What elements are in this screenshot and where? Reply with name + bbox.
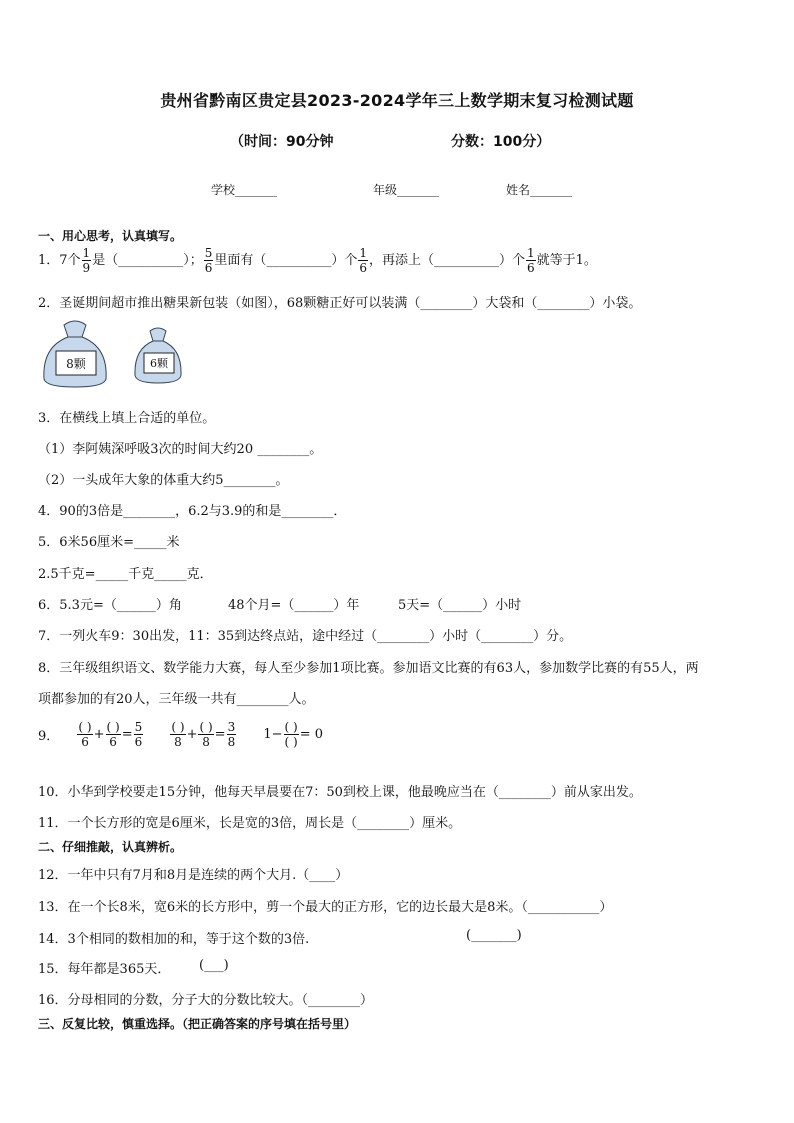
grade-field[interactable]: 年级_______ <box>373 183 440 197</box>
question-15-answer[interactable]: (___) <box>199 958 229 973</box>
small-candy-bag <box>132 325 184 385</box>
name-field[interactable]: 姓名_______ <box>506 183 573 197</box>
question-9: 9． $\frac{( )}{6}$ + $\frac{( )}{6}$ = $\frac{5}{6}$ $\frac{( )}{8}$ + $\frac{( )}{8}$ = $\frac{3}{8}$ 1− $\frac{( )}{( )}$ = 0 <box>38 720 324 749</box>
question-13: 13．在一个长8米，宽6米的长方形中，剪一个最大的正方形，它的边长最大是8米。（___________） <box>38 900 613 915</box>
question-6a: 6．5.3元=（______）角 <box>38 598 182 613</box>
question-11: 11．一个长方形的宽是6厘米，长是宽的3倍，周长是（________）厘米。 <box>38 816 462 831</box>
section-1-heading: 一、用心思考，认真填写。 <box>38 229 183 243</box>
question-3-1: （1）李阿姨深呼吸3次的时间大约20 ________。 <box>38 442 323 457</box>
fraction-5-6: $\frac{5}{6}$ <box>204 246 213 275</box>
question-1: 1．7个 $\frac{1}{9}$ 是（__________）； $\frac{5}{6}$ 里面有（__________）个 $\frac{1}{6}$ ，再添上（__________）个 $\frac{1}{6}$ 就等于1。 <box>38 246 597 275</box>
question-8-line1: 8．三年级组织语文、数学能力大赛，每人至少参加1项比赛。参加语文比赛的有63人，参加数学比赛的有55人，两 <box>38 661 699 676</box>
q9-fraction-blank-8-a: $\frac{( )}{8}$ <box>171 720 185 749</box>
fraction-1-6-b: $\frac{1}{6}$ <box>527 246 535 275</box>
question-2: 2．圣诞期间超市推出糖果新包装（如图），68颗糖正好可以装满（________）大袋和（________）小袋。 <box>38 296 642 311</box>
q9-fraction-blank-6-a: $\frac{( )}{6}$ <box>78 720 92 749</box>
question-4: 4．90的3倍是________，6.2与3.9的和是________． <box>38 504 347 519</box>
exam-score: 分数：100分） <box>451 134 551 150</box>
exam-time: （时间：90分钟 <box>230 134 334 150</box>
page-title: 贵州省黔南区贵定县2023-2024学年三上数学期末复习检测试题 <box>160 91 634 110</box>
small-bag-label: 6颗 <box>150 357 168 370</box>
question-3-2: （2）一头成年大象的体重大约5________。 <box>38 473 289 488</box>
section-2-heading: 二、仔细推敲，认真辨析。 <box>38 840 183 854</box>
big-candy-bag <box>40 317 110 389</box>
q9-fraction-blank-8-b: $\frac{( )}{8}$ <box>199 720 213 749</box>
question-5b: 2.5千克=_____千克_____克． <box>38 567 213 582</box>
q9-fraction-blank-6-b: $\frac{( )}{6}$ <box>106 720 120 749</box>
question-6b: 48个月=（______）年 <box>228 598 360 613</box>
question-14-answer[interactable]: (_______) <box>466 928 522 943</box>
question-5a: 5．6米56厘米=_____米 <box>38 535 180 550</box>
fraction-1-9: $\frac{1}{9}$ <box>82 246 91 275</box>
question-12: 12．一年中只有7月和8月是连续的两个大月.（____） <box>38 868 349 883</box>
question-8-line2: 项都参加的有20人，三年级一共有________人。 <box>38 692 315 707</box>
school-field[interactable]: 学校_______ <box>211 183 278 197</box>
big-bag-label: 8颗 <box>66 357 86 371</box>
question-3: 3．在横线上填上合适的单位。 <box>38 411 216 426</box>
question-10: 10．小华到学校要走15分钟，他每天早晨要在7：50到校上课，他最晚应当在（________）前从家出发。 <box>38 785 642 800</box>
q9-fraction-blank-blank: $\frac{( )}{( )}$ <box>284 720 298 749</box>
question-16: 16．分母相同的分数，分子大的分数比较大。（________） <box>38 993 374 1008</box>
question-14: 14．3个相同的数相加的和，等于这个数的3倍. <box>38 932 310 947</box>
question-7: 7．一列火车9：30出发，11：35到达终点站，途中经过（________）小时（________）分。 <box>38 629 573 644</box>
q9-fraction-3-8: $\frac{3}{8}$ <box>227 720 236 749</box>
section-3-heading: 三、反复比较，慎重选择。（把正确答案的序号填在括号里） <box>38 1017 357 1031</box>
question-15: 15．每年都是365天． <box>38 962 171 977</box>
fraction-1-6-a: $\frac{1}{6}$ <box>359 246 367 275</box>
question-6c: 5天=（______）小时 <box>398 598 522 613</box>
q9-fraction-5-6: $\frac{5}{6}$ <box>134 720 143 749</box>
